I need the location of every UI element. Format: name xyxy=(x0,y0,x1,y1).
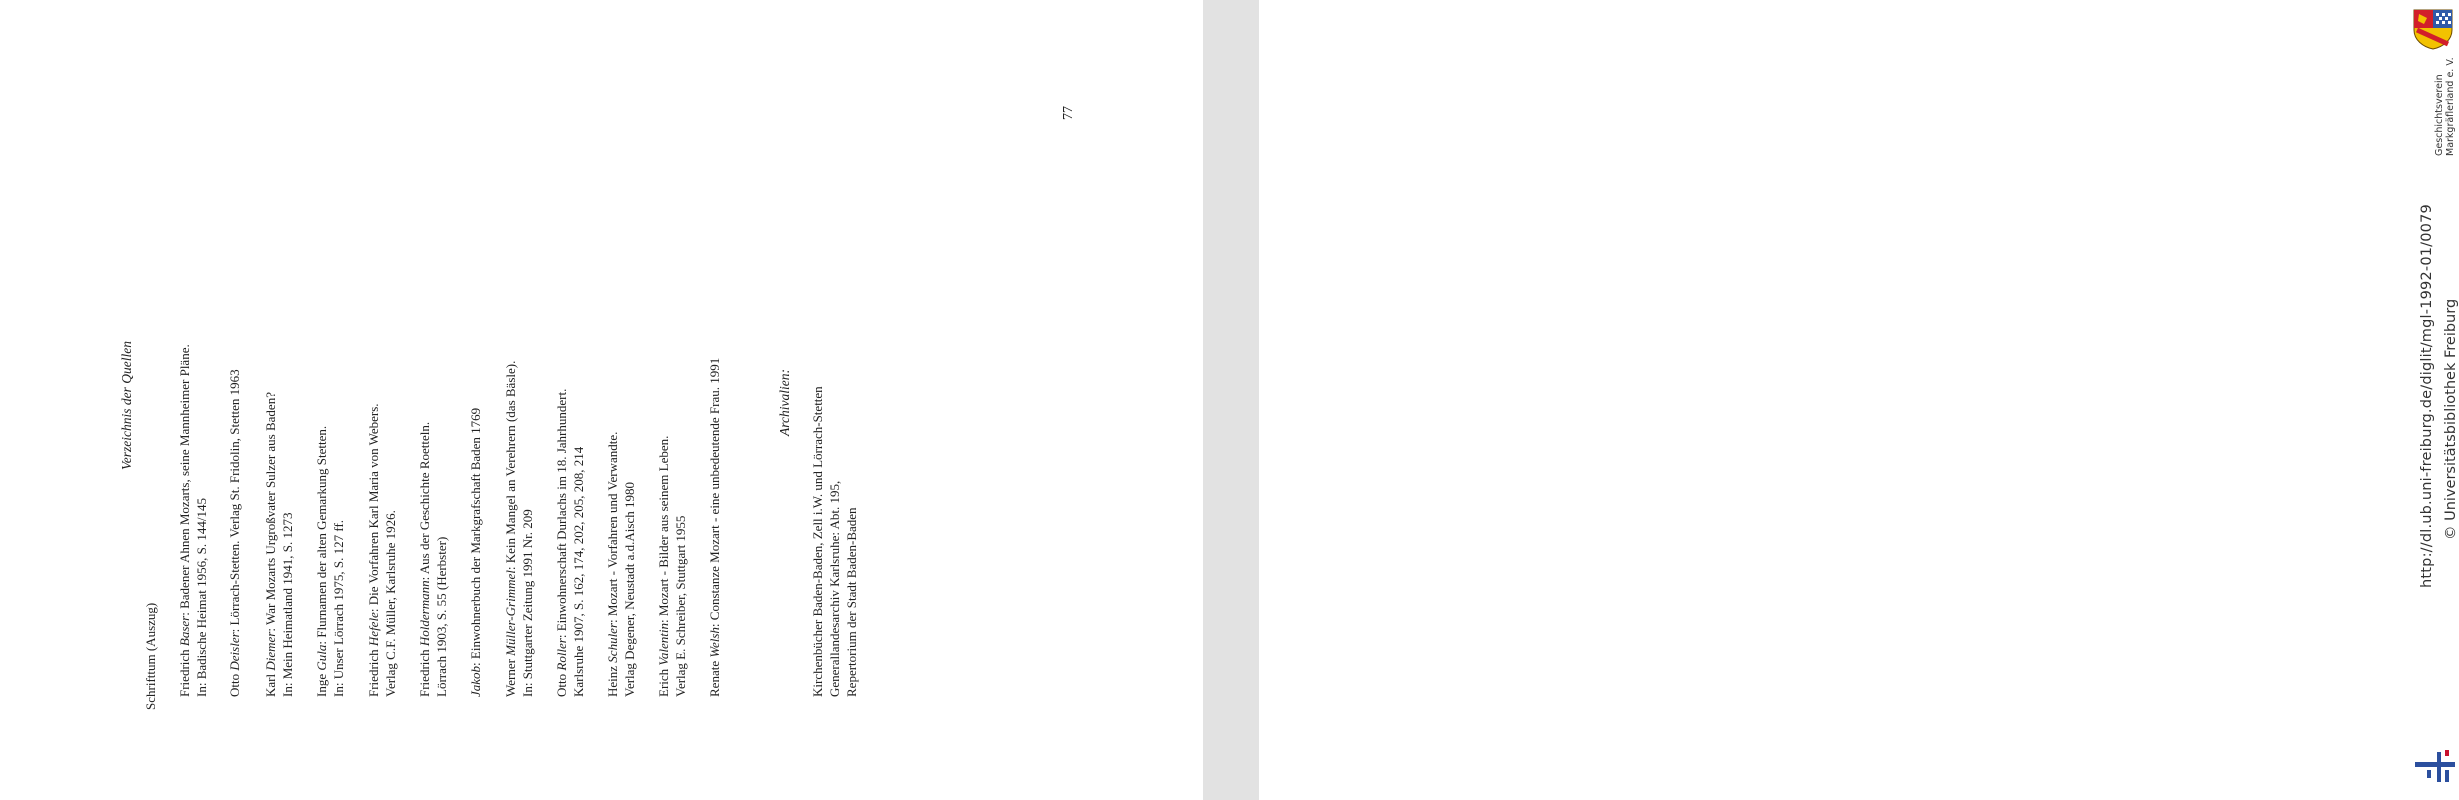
entry-line: In: Badische Heimat 1956, S. 144/145 xyxy=(194,498,209,697)
archive-line: Kirchenbücher Baden-Baden, Zell i.W. und Lörrach-Stetten xyxy=(810,386,825,697)
entry-line: Friedrich Hefele: Die Vorfahren Karl Maria von Webers. xyxy=(366,403,381,697)
entry-line: Otto Roller: Einwohnerschaft Durlachs im 18. Jahrhundert. xyxy=(554,388,569,697)
archives-list xyxy=(809,386,860,697)
entry-line: Otto Deisler: Lörrach-Stetten. Verlag St. Fridolin, Stetten 1963 xyxy=(227,369,242,697)
entry-line: Heinz Schuler: Mozart - Vorfahren und Verwandte. xyxy=(605,431,620,697)
archive-line: Generallandesarchiv Karlsruhe: Abt. 195, xyxy=(827,480,842,697)
entry-line: Jakob: Einwohnerbuch der Markgrafschaft Baden 1769 xyxy=(468,407,483,697)
ub-freiburg-logo-icon[interactable] xyxy=(2413,748,2457,784)
entry-gula xyxy=(313,426,347,697)
society-line-2: Markgräflerland e. V. xyxy=(2445,57,2456,156)
entry-line: Friedrich Baser: Badener Ahnen Mozarts, seine Mannheimer Pläne. xyxy=(177,344,192,697)
page-number: 77 xyxy=(1061,106,1076,120)
section-title-literature: Schrifttum (Auszug) xyxy=(143,602,158,710)
entry-deisler xyxy=(226,369,243,697)
entry-line: Karl Diemer: War Mozarts Urgroßvater Sulzer aus Baden? xyxy=(263,392,278,697)
entry-jakob xyxy=(467,408,484,697)
entry-line: Inge Gula: Flurnamen der alten Gemarkung Stetten. xyxy=(314,425,329,697)
entry-line: In: Mein Heimatland 1941, S. 1273 xyxy=(280,512,295,697)
entry-welsh xyxy=(706,358,723,697)
entry-line: Verlag E. Schreiber, Stuttgart 1955 xyxy=(673,515,688,697)
entry-line: Verlag C.F. Müller, Karlsruhe 1926. xyxy=(383,510,398,697)
entry-diemer xyxy=(262,392,296,697)
society-name xyxy=(2434,6,2456,156)
entry-line: Werner Müller-Grimmel: Kein Mangel an Verehrern (das Bäsle). xyxy=(503,360,518,697)
entry-hefele xyxy=(365,403,399,697)
entry-valentin xyxy=(655,436,689,697)
viewer-sidebar xyxy=(1203,0,2459,800)
entry-mueller-grimmel xyxy=(502,361,536,697)
archive-line: Repertorium der Stadt Baden-Baden xyxy=(844,507,859,697)
entry-schuler xyxy=(604,432,638,697)
entry-line: Karlsruhe 1907, S. 162, 174, 202, 205, 208, 214 xyxy=(571,446,586,697)
entry-roller xyxy=(553,389,587,697)
entry-line: Lörrach 1903, S. 55 (Herbster) xyxy=(434,536,449,697)
document-url[interactable]: http://dl.ub.uni-freiburg.de/diglit/mgl-1992-01/0079 xyxy=(2419,204,2435,588)
copyright-notice: © Universitätsbibliothek Freiburg xyxy=(2443,298,2459,540)
entry-line: In: Unser Lörrach 1975, S. 127 ff. xyxy=(331,519,346,697)
entry-holdermann xyxy=(416,422,450,697)
society-line-1: Geschichtsverein xyxy=(2434,74,2445,156)
page-heading: Verzeichnis der Quellen xyxy=(119,341,134,470)
entry-line: In: Stuttgarter Zeitung 1991 Nr. 209 xyxy=(520,509,535,697)
entry-line: Renate Welsh: Constanze Mozart - eine unbedeutende Frau. 1991 xyxy=(707,357,722,697)
entry-line: Friedrich Holdermann: Aus der Geschichte Roetteln. xyxy=(417,421,432,697)
entry-baser xyxy=(176,344,210,697)
section-title-archives: Archivalien: xyxy=(777,369,792,436)
scanned-page xyxy=(0,0,1203,800)
entry-line: Erich Valentin: Mozart - Bilder aus seinem Leben. xyxy=(656,435,671,697)
entry-line: Verlag Degener, Neustadt a.d.Aisch 1980 xyxy=(622,482,637,697)
